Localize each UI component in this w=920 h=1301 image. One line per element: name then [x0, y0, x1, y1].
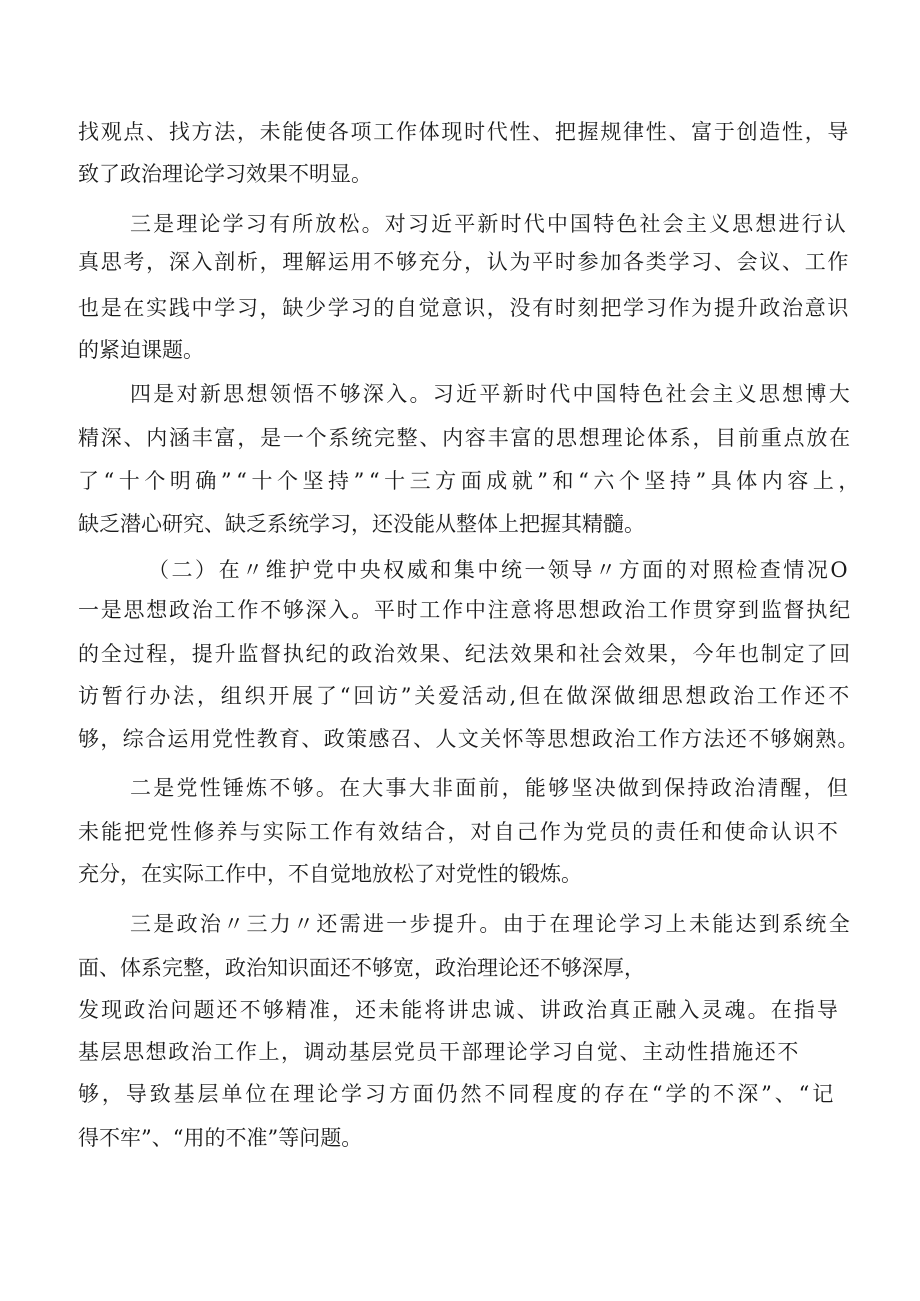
section-heading: （二）在〃维护党中央权威和集中统一领导〃方面的对照检查情况O: [148, 558, 851, 582]
text-line: 访暂行办法，组织开展了“回访”关爱活动,但在做深做细思想政治工作还不: [78, 684, 853, 708]
text-line: 未能把党性修养与实际工作有效结合，对自己作为党员的责任和使命认识不: [78, 820, 840, 844]
text-line: 的紧迫课题。: [78, 338, 204, 362]
text-line: 三是政治〃三力〃还需进一步提升。由于在理论学习上未能达到系统全: [130, 912, 852, 936]
text-line: 找观点、找方法，未能使各项工作体现时代性、把握规律性、富于创造性，导: [78, 120, 851, 144]
text-line: 四是对新思想领悟不够深入。习近平新时代中国特色社会主义思想博大: [130, 382, 852, 406]
text-line: 基层思想政治工作上，调动基层党员干部理论学习自觉、主动性措施还不: [78, 1040, 800, 1064]
text-line: 缺乏潜心研究、缺乏系统学习，还没能从整体上把握其精髓。: [78, 512, 645, 536]
text-line: 面、体系完整，政治知识面还不够宽，政治理论还不够深厚，: [78, 956, 645, 980]
text-line: 的全过程，提升监督执纪的政治效果、纪法效果和社会效果，今年也制定了回: [78, 642, 852, 666]
text-line: 了“十个明确”“十个坚持”“十三方面成就”和“六个坚持”具体内容上，: [78, 469, 864, 493]
text-line: 发现政治问题还不够精准，还未能将讲忠诚、讲政治真正融入灵魂。在指导: [78, 998, 840, 1022]
text-line: 一是思想政治工作不够深入。平时工作中注意将思想政治工作贯穿到监督执纪: [78, 598, 852, 622]
text-line: 充分，在实际工作中，不自觉地放松了对党性的锻炼。: [78, 862, 582, 886]
text-line: 三是理论学习有所放松。对习近平新时代中国特色社会主义思想进行认: [130, 212, 848, 236]
text-line: 精深、内涵丰富，是一个系统完整、内容丰富的思想理论体系，目前重点放在: [78, 426, 852, 450]
text-line: 真思考，深入剖析，理解运用不够充分，认为平时参加各类学习、会议、工作: [78, 250, 851, 274]
text-line: 二是党性锤炼不够。在大事大非面前，能够坚决做到保持政治清醒，但: [130, 776, 851, 800]
text-line: 得不牢”、“用的不准”等问题。: [78, 1126, 363, 1150]
text-line: 致了政治理论学习效果不明显。: [78, 162, 372, 186]
text-line: 够，综合运用党性教育、政策感召、人文关怀等思想政治工作方法还不够娴熟。: [78, 727, 860, 751]
text-line: 够，导致基层单位在理论学习方面仍然不同程度的存在“学的不深”、“记: [78, 1082, 837, 1106]
text-line: 也是在实践中学习，缺少学习的自觉意识，没有时刻把学习作为提升政治意识: [78, 296, 851, 320]
